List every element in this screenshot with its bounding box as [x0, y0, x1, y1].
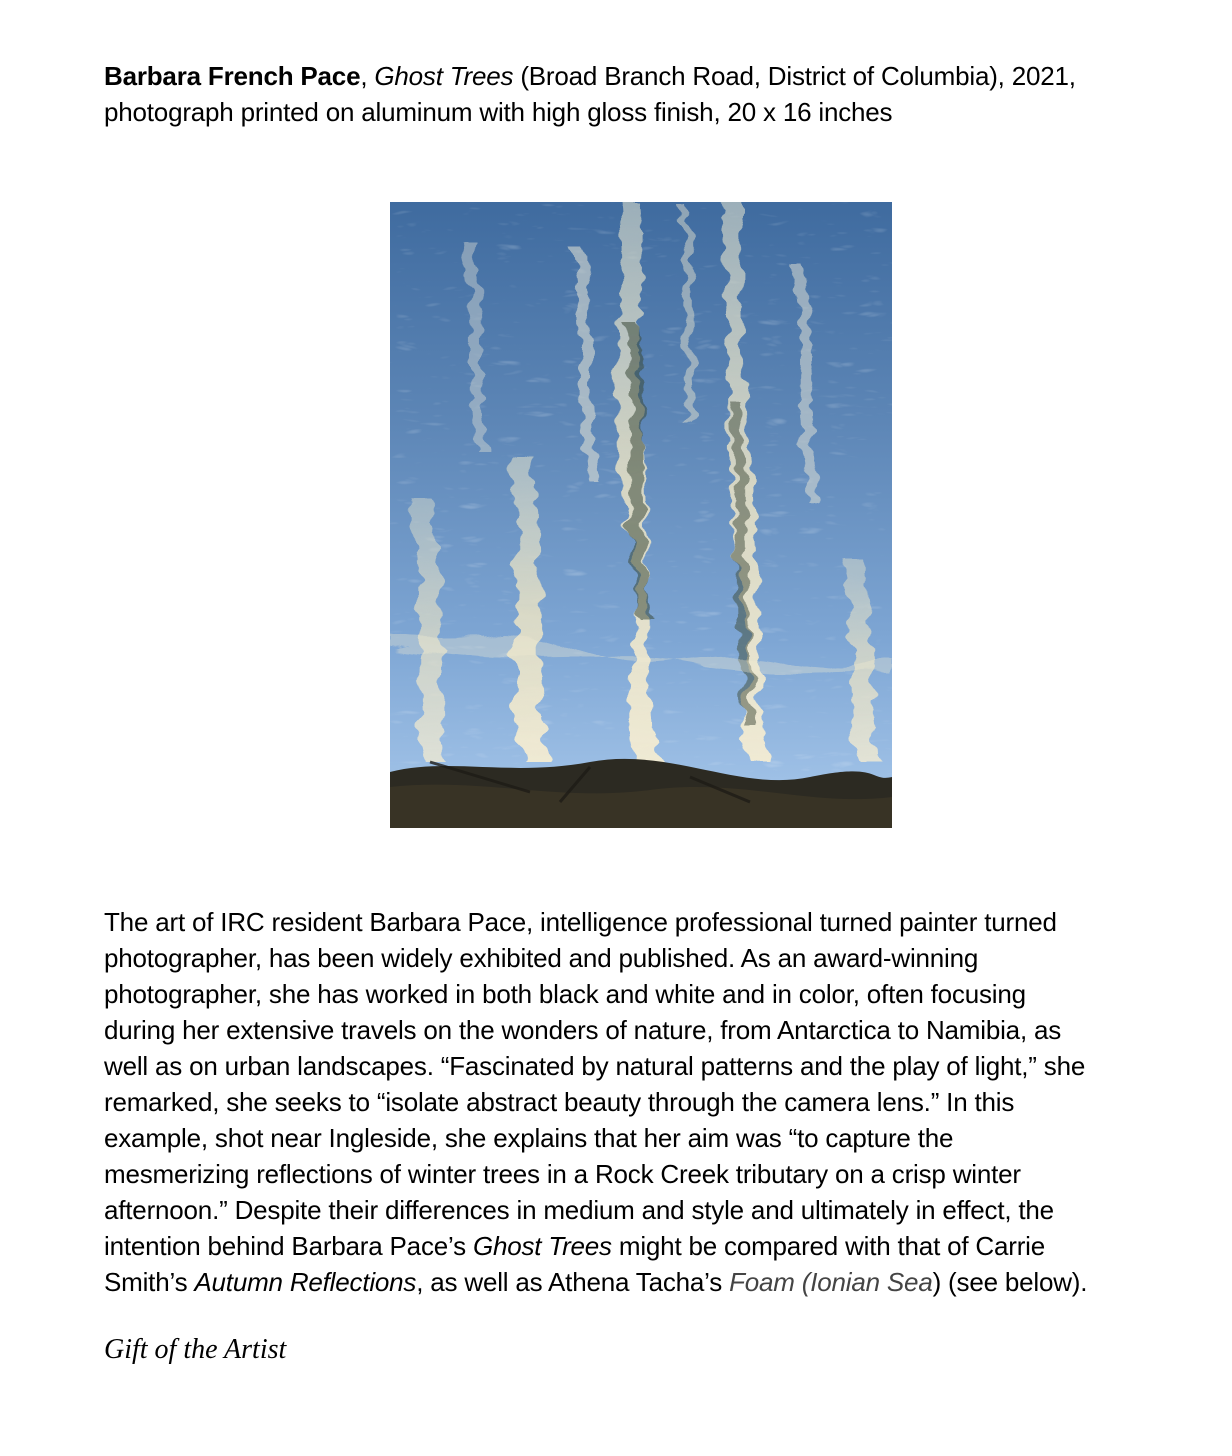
gift-credit: Gift of the Artist — [104, 1334, 287, 1365]
artist-name: Barbara French Pace — [104, 61, 361, 91]
description-line: during her extensive travels on the wonders of nature, from Antarctica to Namibia, as — [104, 1015, 1062, 1045]
description-line: remarked, she seeks to “isolate abstract beauty through the camera lens.” In this — [104, 1087, 1015, 1117]
artwork-photo — [390, 202, 892, 828]
description-line: afternoon.” Despite their differences in medium and style and ultimately in effect, the — [104, 1195, 1054, 1225]
description-text: ) (see below). — [932, 1267, 1088, 1297]
ghost-trees-image — [390, 202, 892, 828]
description-line: The art of IRC resident Barbara Pace, intelligence professional turned painter turned — [104, 907, 1057, 937]
description-line: well as on urban landscapes. “Fascinated by natural patterns and the play of light,” she — [104, 1051, 1086, 1081]
description-text: , as well as Athena Tacha’s — [416, 1267, 730, 1297]
artwork-description — [104, 904, 1164, 1300]
description-text: intention behind Barbara Pace’s — [104, 1231, 473, 1261]
artwork-medium: photograph printed on aluminum with high gloss finish, 20 x 16 inches — [104, 97, 893, 127]
description-line: photographer, she has worked in both black and white and in color, often focusing — [104, 979, 1026, 1009]
description-line — [104, 1228, 1164, 1264]
description-line — [104, 1264, 1164, 1300]
artwork-title: Ghost Trees — [374, 61, 514, 91]
description-line: photographer, has been widely exhibited and published. As an award-winning — [104, 943, 979, 973]
description-line: example, shot near Ingleside, she explains that her aim was “to capture the — [104, 1123, 954, 1153]
artwork-caption — [104, 58, 1164, 130]
description-text: Smith’s — [104, 1267, 195, 1297]
description-text: might be compared with that of Carrie — [611, 1231, 1046, 1261]
title-ghost-trees: Ghost Trees — [472, 1231, 612, 1261]
caption-separator: , — [360, 61, 375, 91]
description-line: mesmerizing reflections of winter trees in a Rock Creek tributary on a crisp winter — [104, 1159, 1021, 1189]
title-foam-ionian-sea: Foam (Ionian Sea — [729, 1267, 933, 1297]
artwork-location: (Broad Branch Road, District of Columbia), 2021, — [513, 61, 1076, 91]
title-autumn-reflections: Autumn Reflections — [194, 1267, 417, 1297]
